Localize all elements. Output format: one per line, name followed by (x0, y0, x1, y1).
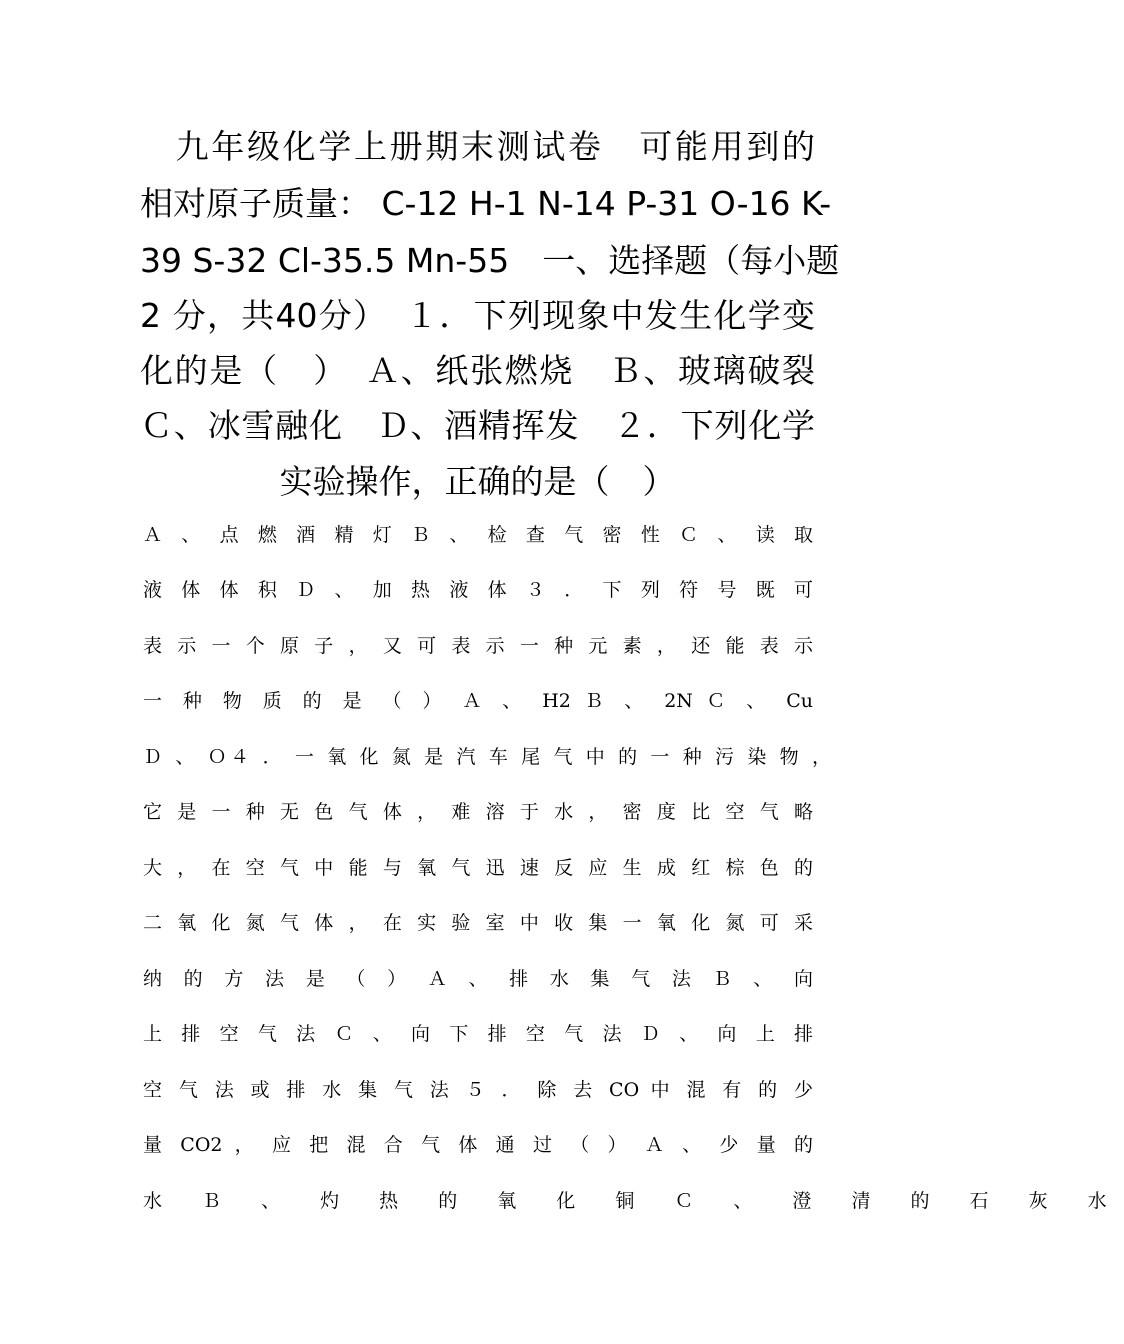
body-line-11: 空 气 法 或 排 水 集 气 法 ５ ． 除 去 CO 中 混 有 的 少 (143, 1079, 813, 1101)
heading-line-1: 九年级化学上册期末测试卷 可能用到的 (140, 127, 815, 166)
heading-line-2: 相对原子质量： C-12 H-1 N-14 P-31 O-16 K- (140, 184, 832, 223)
body-line-2: 液 体 体 积 Ｄ 、 加 热 液 体 ３ ． 下 列 符 号 既 可 (143, 579, 813, 601)
body-line-10: 上 排 空 气 法 Ｃ 、 向 下 排 空 气 法 Ｄ 、 向 上 排 (143, 1023, 813, 1045)
body-line-5: Ｄ 、 Ｏ４ ． 一 氧 化 氮 是 汽 车 尾 气 中 的 一 种 污 染 物 ， (143, 746, 831, 768)
body-line-6: 它 是 一 种 无 色 气 体 ， 难 溶 于 水 ， 密 度 比 空 气 略 (143, 801, 813, 823)
heading-line-5: 化的是（ ） Ａ、纸张燃烧 Ｂ、玻璃破裂 (140, 351, 815, 390)
heading-line-7: 实验操作，正确的是（ ） (279, 462, 676, 501)
body-line-13: 水 Ｂ 、 灼 热 的 氧 化 铜 Ｃ 、 澄 清 的 石 灰 水 (143, 1190, 1124, 1212)
heading-line-4: 2 分，共40分） １．下列现象中发生化学变 (140, 296, 815, 335)
heading-line-3: 39 S-32 Cl-35.5 Mn-55 一、选择题（每小题 (140, 241, 840, 280)
body-line-1: Ａ 、 点 燃 酒 精 灯 Ｂ 、 检 查 气 密 性 Ｃ 、 读 取 (143, 524, 813, 546)
body-line-8: 二 氧 化 氮 气 体 ， 在 实 验 室 中 收 集 一 氧 化 氮 可 采 (143, 912, 813, 934)
body-line-12: 量 CO2 ， 应 把 混 合 气 体 通 过 （ ） Ａ 、 少 量 的 (143, 1134, 813, 1156)
heading-line-6: Ｃ、冰雪融化 Ｄ、酒精挥发 ２．下列化学 (140, 406, 815, 445)
body-line-4: 一 种 物 质 的 是 （ ） Ａ 、 H2 Ｂ 、 2N Ｃ 、 Cu (143, 690, 813, 712)
body-line-7: 大 ， 在 空 气 中 能 与 氧 气 迅 速 反 应 生 成 红 棕 色 的 (143, 857, 813, 879)
body-line-9: 纳 的 方 法 是 （ ） Ａ 、 排 水 集 气 法 Ｂ 、 向 (143, 968, 813, 990)
body-line-3: 表 示 一 个 原 子 ， 又 可 表 示 一 种 元 素 ， 还 能 表 示 (143, 635, 813, 657)
